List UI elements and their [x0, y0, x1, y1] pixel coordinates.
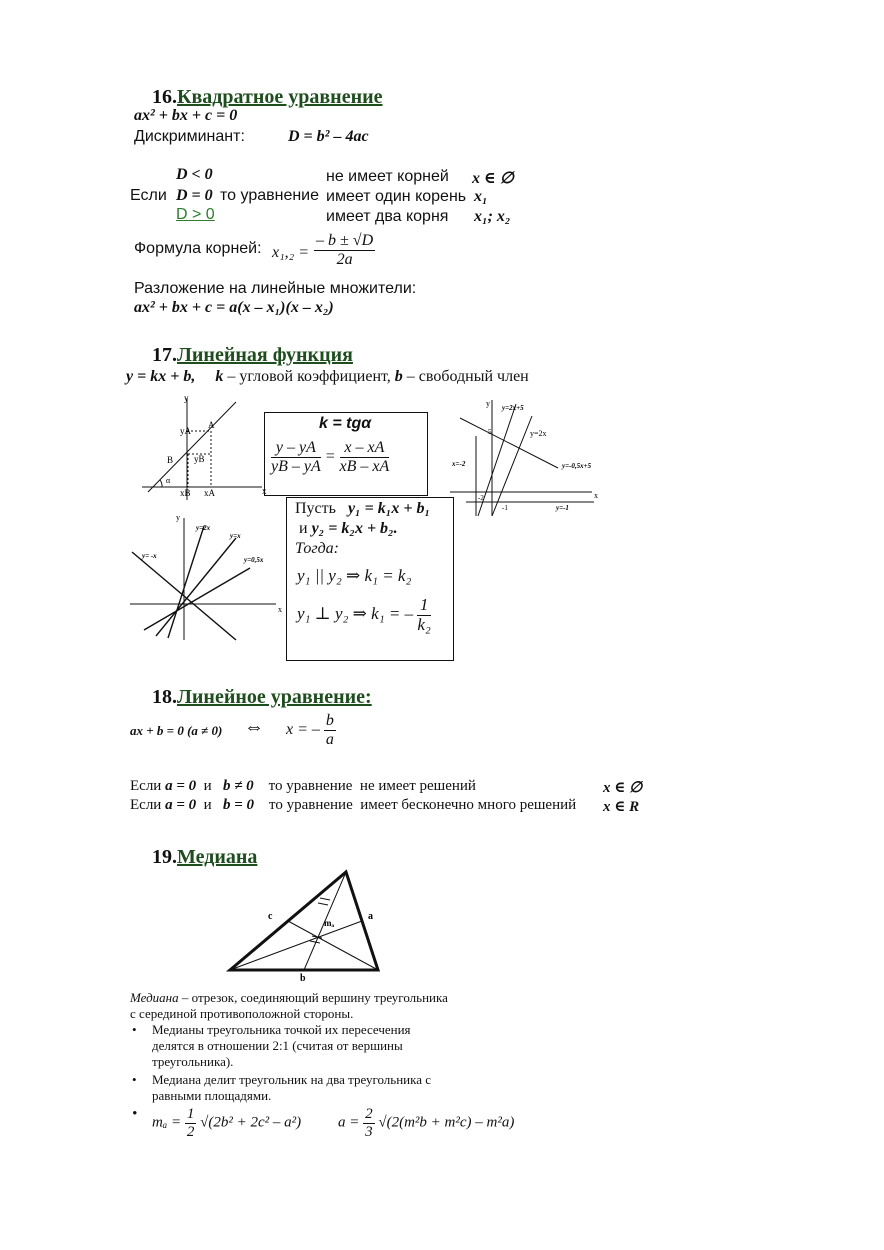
discriminant-label: Дискриминант: — [134, 128, 245, 145]
line-y2x — [492, 416, 532, 516]
x-label: x — [278, 605, 282, 614]
roots-lhs: x₁,₂ = — [272, 244, 310, 261]
y-label: y — [176, 513, 180, 522]
median-b — [230, 921, 362, 970]
linear-formula: y = kx + b, — [126, 368, 196, 385]
line-y2x — [168, 526, 204, 638]
then-label: то уравнение — [220, 187, 320, 204]
linear-case-result-2: x ∈ R — [603, 799, 640, 815]
perp-den: k₂ — [417, 614, 431, 634]
and-line — [299, 520, 398, 538]
section-title: Квадратное уравнение — [177, 86, 383, 108]
k-tg-formula: k = tgα — [319, 415, 372, 432]
cond-a: a = 0 — [165, 797, 197, 813]
label-y2x5: y=2x+5 — [502, 404, 524, 412]
if-label: Если — [130, 797, 162, 813]
b-symbol: b — [394, 368, 403, 385]
median-definition-2: с серединой противоположной стороны. — [130, 1006, 354, 1021]
median-triangle — [220, 866, 400, 986]
cond-b: b ≠ 0 — [222, 778, 254, 794]
linear-case-result-1: x ∈ ∅ — [603, 780, 643, 796]
tick — [310, 941, 320, 943]
section-number: 16. — [152, 86, 177, 108]
ratio2-num: x – xA — [340, 439, 390, 458]
case3-condition: D > 0 — [176, 206, 215, 223]
heading-18 — [152, 686, 372, 709]
f2-root: √(2(m²b + m²c) – m²a) — [378, 1114, 515, 1131]
then-label: то уравнение — [268, 778, 353, 794]
linear-solution — [286, 712, 336, 748]
section-title: Линейная функция — [177, 344, 353, 366]
linear-equation: ax + b = 0 (a ≠ 0) — [130, 723, 223, 738]
b-description: – свободный член — [406, 368, 529, 385]
tick-m2: -2 — [478, 494, 484, 502]
f1-lhs: mₐ = — [152, 1114, 182, 1131]
label-xm2: x=-2 — [452, 460, 466, 468]
median-definition-1 — [130, 990, 448, 1006]
bullet-1-line-3: треугольника). — [152, 1054, 234, 1069]
label-y05x: y=0,5x — [244, 556, 264, 564]
bullet-2-line-2: равными площадями. — [152, 1088, 272, 1103]
point-a-label: A — [208, 420, 215, 430]
section-title: Медиана — [177, 846, 258, 868]
and-label: и — [203, 778, 212, 794]
cond-b: b = 0 — [222, 797, 254, 813]
case2-result: x₁ — [474, 188, 488, 205]
bullet-1-line-1: • Медианы треугольника точкой их пересечения — [152, 1022, 411, 1038]
ya-label: yA — [180, 426, 191, 436]
case3-text: имеет два корня — [326, 208, 449, 225]
then-label: Тогда: — [295, 540, 339, 557]
slope-formula-box — [264, 412, 428, 496]
quadratic-equation: ax² + bx + c = 0 — [134, 107, 238, 124]
f1-root: √(2b² + 2c² – a²) — [200, 1114, 302, 1131]
label-y2x: y=2x — [530, 429, 547, 438]
k-description: – угловой коэффициент, — [227, 368, 391, 385]
alpha-arc — [160, 480, 162, 487]
if-label: Если — [130, 187, 167, 204]
x-label: x — [262, 486, 267, 496]
case1-text: не имеет корней — [326, 168, 449, 185]
label-y2x: y=2x — [196, 524, 211, 532]
median-label: mₐ — [324, 918, 335, 928]
factor-label: Разложение на линейные множители: — [134, 280, 417, 297]
perpendicular-condition — [297, 596, 431, 634]
proportional-graph — [126, 512, 286, 642]
median-formula-1 — [152, 1106, 301, 1140]
section-number: 19. — [152, 846, 177, 868]
section-title: Линейное уравнение: — [177, 686, 372, 708]
ratio1-num: y – yA — [271, 439, 321, 458]
case2-text: имеет один корень — [326, 188, 467, 205]
linear-definition — [126, 368, 529, 386]
equals: = — [324, 447, 336, 465]
xb-label: xB — [180, 488, 191, 498]
parallel-perpendicular-box — [286, 497, 454, 661]
solution-lhs: x = – — [286, 720, 320, 738]
perp-lhs: y₁ ⊥ y₂ ⇒ k₁ = – — [297, 604, 414, 624]
slope-ratio — [271, 439, 389, 475]
if-label: Если — [130, 778, 162, 794]
ratio2-den: xB – xA — [339, 457, 390, 475]
side-c-label: c — [268, 911, 273, 922]
tick — [320, 898, 330, 900]
f2-den: 3 — [365, 1123, 373, 1140]
median-formula-2 — [338, 1106, 514, 1140]
median-def-text: – отрезок, соединяющий вершину треугольника — [178, 990, 448, 1005]
case1-condition: D < 0 — [176, 166, 213, 183]
label-yx: y=x — [230, 532, 241, 540]
roots-fraction — [314, 232, 375, 268]
and-label: и — [299, 520, 308, 537]
f2-lhs: a = — [338, 1114, 360, 1131]
let-y1: y₁ = k₁x + b₁ — [347, 500, 431, 517]
y-label: y — [486, 399, 490, 408]
heading-17 — [152, 344, 353, 367]
alpha-label: α — [166, 476, 171, 485]
f2-num: 2 — [365, 1106, 373, 1122]
tick-m1: -1 — [502, 504, 508, 512]
discriminant-formula: D = b² – 4ac — [288, 128, 369, 145]
linear-case-row-2 — [130, 797, 576, 814]
case2-condition: D = 0 — [176, 187, 213, 204]
median-term: Медиана — [130, 990, 179, 1005]
line-ab — [148, 402, 236, 492]
slope-graph — [138, 392, 268, 504]
f1-num: 1 — [186, 1106, 195, 1122]
let-y2: y₂ = k₂x + b₂. — [311, 520, 398, 537]
triangle — [230, 872, 378, 970]
solution-den: a — [325, 730, 334, 748]
factor-formula: ax² + bx + c = a(x – x₁)(x – x₂) — [134, 299, 334, 316]
tick — [318, 903, 328, 905]
perp-num: 1 — [417, 596, 430, 616]
line-y05x — [144, 568, 250, 630]
and-label: и — [203, 797, 212, 813]
case3-result: x₁; x₂ — [474, 208, 511, 225]
tick-5: 5 — [488, 428, 492, 436]
lines-graph — [446, 396, 602, 520]
case1-result: x ∈ ∅ — [472, 170, 514, 187]
equivalence-sign: ⇔ — [244, 716, 264, 738]
point-b-label: B — [167, 455, 174, 465]
result-text: не имеет решений — [359, 778, 476, 794]
bullet-2-line-1: • Медиана делит треугольник на два треугольника с — [152, 1072, 431, 1088]
k-symbol: k — [215, 368, 224, 385]
side-b-label: b — [300, 973, 306, 984]
label-ym1: y=-1 — [556, 504, 569, 512]
section-number: 18. — [152, 686, 177, 708]
heading-16 — [152, 86, 383, 109]
roots-denominator: 2a — [336, 250, 353, 268]
let-label: Пусть — [295, 500, 336, 517]
yb-label: yB — [194, 454, 205, 464]
roots-numerator: – b ± √D — [316, 232, 374, 249]
solution-num: b — [325, 712, 334, 729]
label-ymx: y= -x — [142, 552, 157, 560]
side-a-label: a — [368, 911, 373, 922]
section-number: 17. — [152, 344, 177, 366]
roots-label: Формула корней: — [134, 240, 262, 257]
x-label: x — [594, 491, 598, 500]
parallel-condition: y₁ || y₂ ⇒ k₁ = k₂ — [297, 566, 412, 585]
then-label: то уравнение — [269, 797, 353, 813]
xa-label: xA — [204, 488, 215, 498]
label-y-05x5: y=-0,5x+5 — [562, 462, 592, 470]
result-text: имеет бесконечно много решений — [360, 797, 577, 813]
bullet-1-line-2: делятся в отношении 2:1 (считая от вершины — [152, 1038, 403, 1053]
f1-den: 2 — [186, 1123, 195, 1140]
linear-case-row-1 — [130, 778, 476, 795]
let-line — [295, 500, 430, 518]
cond-a: a = 0 — [165, 778, 197, 794]
y-label: y — [184, 393, 189, 403]
ratio1-den: yB – yA — [271, 457, 321, 475]
